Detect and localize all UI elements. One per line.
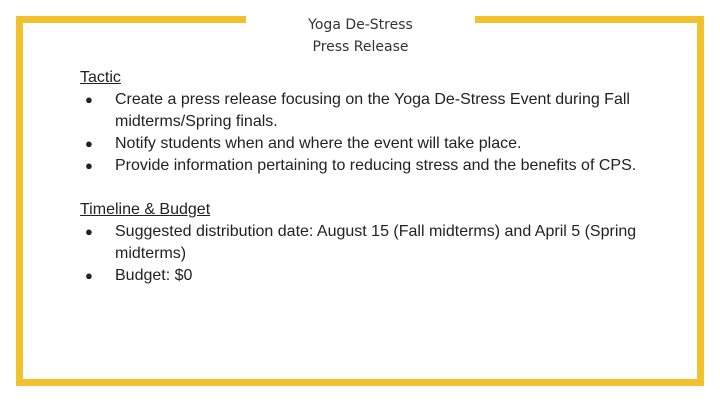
list-item	[80, 155, 680, 177]
bullet-list	[80, 89, 680, 177]
bullet-list	[80, 221, 680, 287]
slide-title	[246, 14, 475, 58]
list-item	[80, 133, 680, 155]
bullet-icon: ●	[85, 92, 93, 107]
section-timeline-budget	[80, 199, 680, 287]
list-item	[80, 265, 680, 287]
bullet-icon: ●	[85, 158, 93, 173]
list-item-text: Provide information pertaining to reducing stress and the benefits of CPS.	[115, 157, 637, 174]
bullet-icon: ●	[85, 268, 93, 283]
section-tactic	[80, 67, 680, 177]
bullet-icon: ●	[85, 224, 93, 239]
bullet-icon: ●	[85, 136, 93, 151]
section-heading: Tactic	[80, 69, 121, 86]
list-item	[80, 89, 680, 133]
list-item-text: Create a press release focusing on the Yoga De-Stress Event during Fall midterms/Spring finals.	[115, 91, 630, 130]
list-item-text: Suggested distribution date: August 15 (Fall midterms) and April 5 (Spring midterms)	[115, 223, 637, 262]
slide-content	[80, 67, 680, 287]
list-item-text: Budget: $0	[115, 267, 193, 284]
slide-title-line-2: Press Release	[312, 39, 409, 55]
slide-title-line-1: Yoga De-Stress	[308, 17, 413, 33]
list-item-text: Notify students when and where the event will take place.	[115, 135, 522, 152]
list-item	[80, 221, 680, 265]
section-heading: Timeline & Budget	[80, 201, 211, 218]
